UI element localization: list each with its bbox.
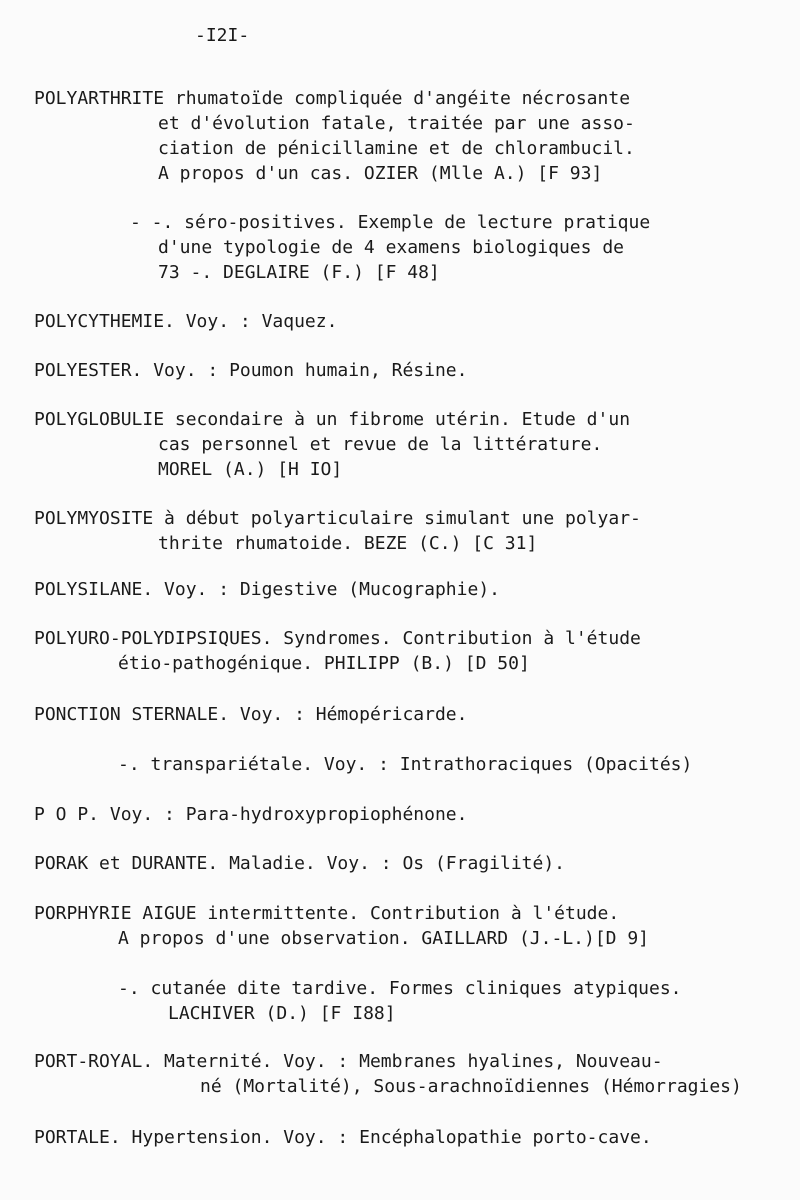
entry-line: -. cutanée dite tardive. Formes cliniques atypiques. [118, 978, 682, 999]
entry-line: POLYMYOSITE à début polyarticulaire simulant une polyar- [34, 508, 641, 529]
entry-line: POLYSILANE. Voy. : Digestive (Mucographie). [34, 579, 500, 600]
entry-line: -. transpariétale. Voy. : Intrathoraciques (Opacités) [118, 754, 693, 775]
entry-line: POLYESTER. Voy. : Poumon humain, Résine. [34, 360, 468, 381]
entry-line: - -. séro-positives. Exemple de lecture pratique [130, 212, 651, 233]
entry-line: POLYGLOBULIE secondaire à un fibrome utérin. Etude d'un [34, 409, 631, 430]
entry-line: POLYURO-POLYDIPSIQUES. Syndromes. Contribution à l'étude [34, 628, 641, 649]
entry-line: thrite rhumatoide. BEZE (C.) [C 31] [158, 533, 538, 554]
entry-line: PORTALE. Hypertension. Voy. : Encéphalopathie porto-cave. [34, 1127, 652, 1148]
entry-line: PONCTION STERNALE. Voy. : Hémopéricarde. [34, 704, 468, 725]
entry-line: PORPHYRIE AIGUE intermittente. Contribution à l'étude. [34, 903, 620, 924]
entry-line: LACHIVER (D.) [F I88] [168, 1003, 396, 1024]
entry-line: POLYARTHRITE rhumatoïde compliquée d'angéite nécrosante [34, 88, 631, 109]
entry-line: 73 -. DEGLAIRE (F.) [F 48] [158, 262, 440, 283]
entry-line: MOREL (A.) [H IO] [158, 459, 343, 480]
entry-line: ciation de pénicillamine et de chlorambucil. [158, 138, 635, 159]
page-number: -I2I- [195, 25, 250, 46]
entry-line: P O P. Voy. : Para-hydroxypropiophénone. [34, 804, 468, 825]
entry-line: d'une typologie de 4 examens biologiques de [158, 237, 624, 258]
entry-line: né (Mortalité), Sous-arachnoïdiennes (Hémorragies) [200, 1076, 742, 1097]
entry-line: A propos d'un cas. OZIER (Mlle A.) [F 93] [158, 163, 603, 184]
entry-line: A propos d'une observation. GAILLARD (J.-L.)[D 9] [118, 928, 650, 949]
entry-line: PORAK et DURANTE. Maladie. Voy. : Os (Fragilité). [34, 853, 566, 874]
entry-line: PORT-ROYAL. Maternité. Voy. : Membranes hyalines, Nouveau- [34, 1051, 663, 1072]
entry-line: étio-pathogénique. PHILIPP (B.) [D 50] [118, 653, 530, 674]
entry-line: et d'évolution fatale, traitée par une asso- [158, 113, 635, 134]
entry-line: POLYCYTHEMIE. Voy. : Vaquez. [34, 311, 338, 332]
entry-line: cas personnel et revue de la littérature. [158, 434, 603, 455]
